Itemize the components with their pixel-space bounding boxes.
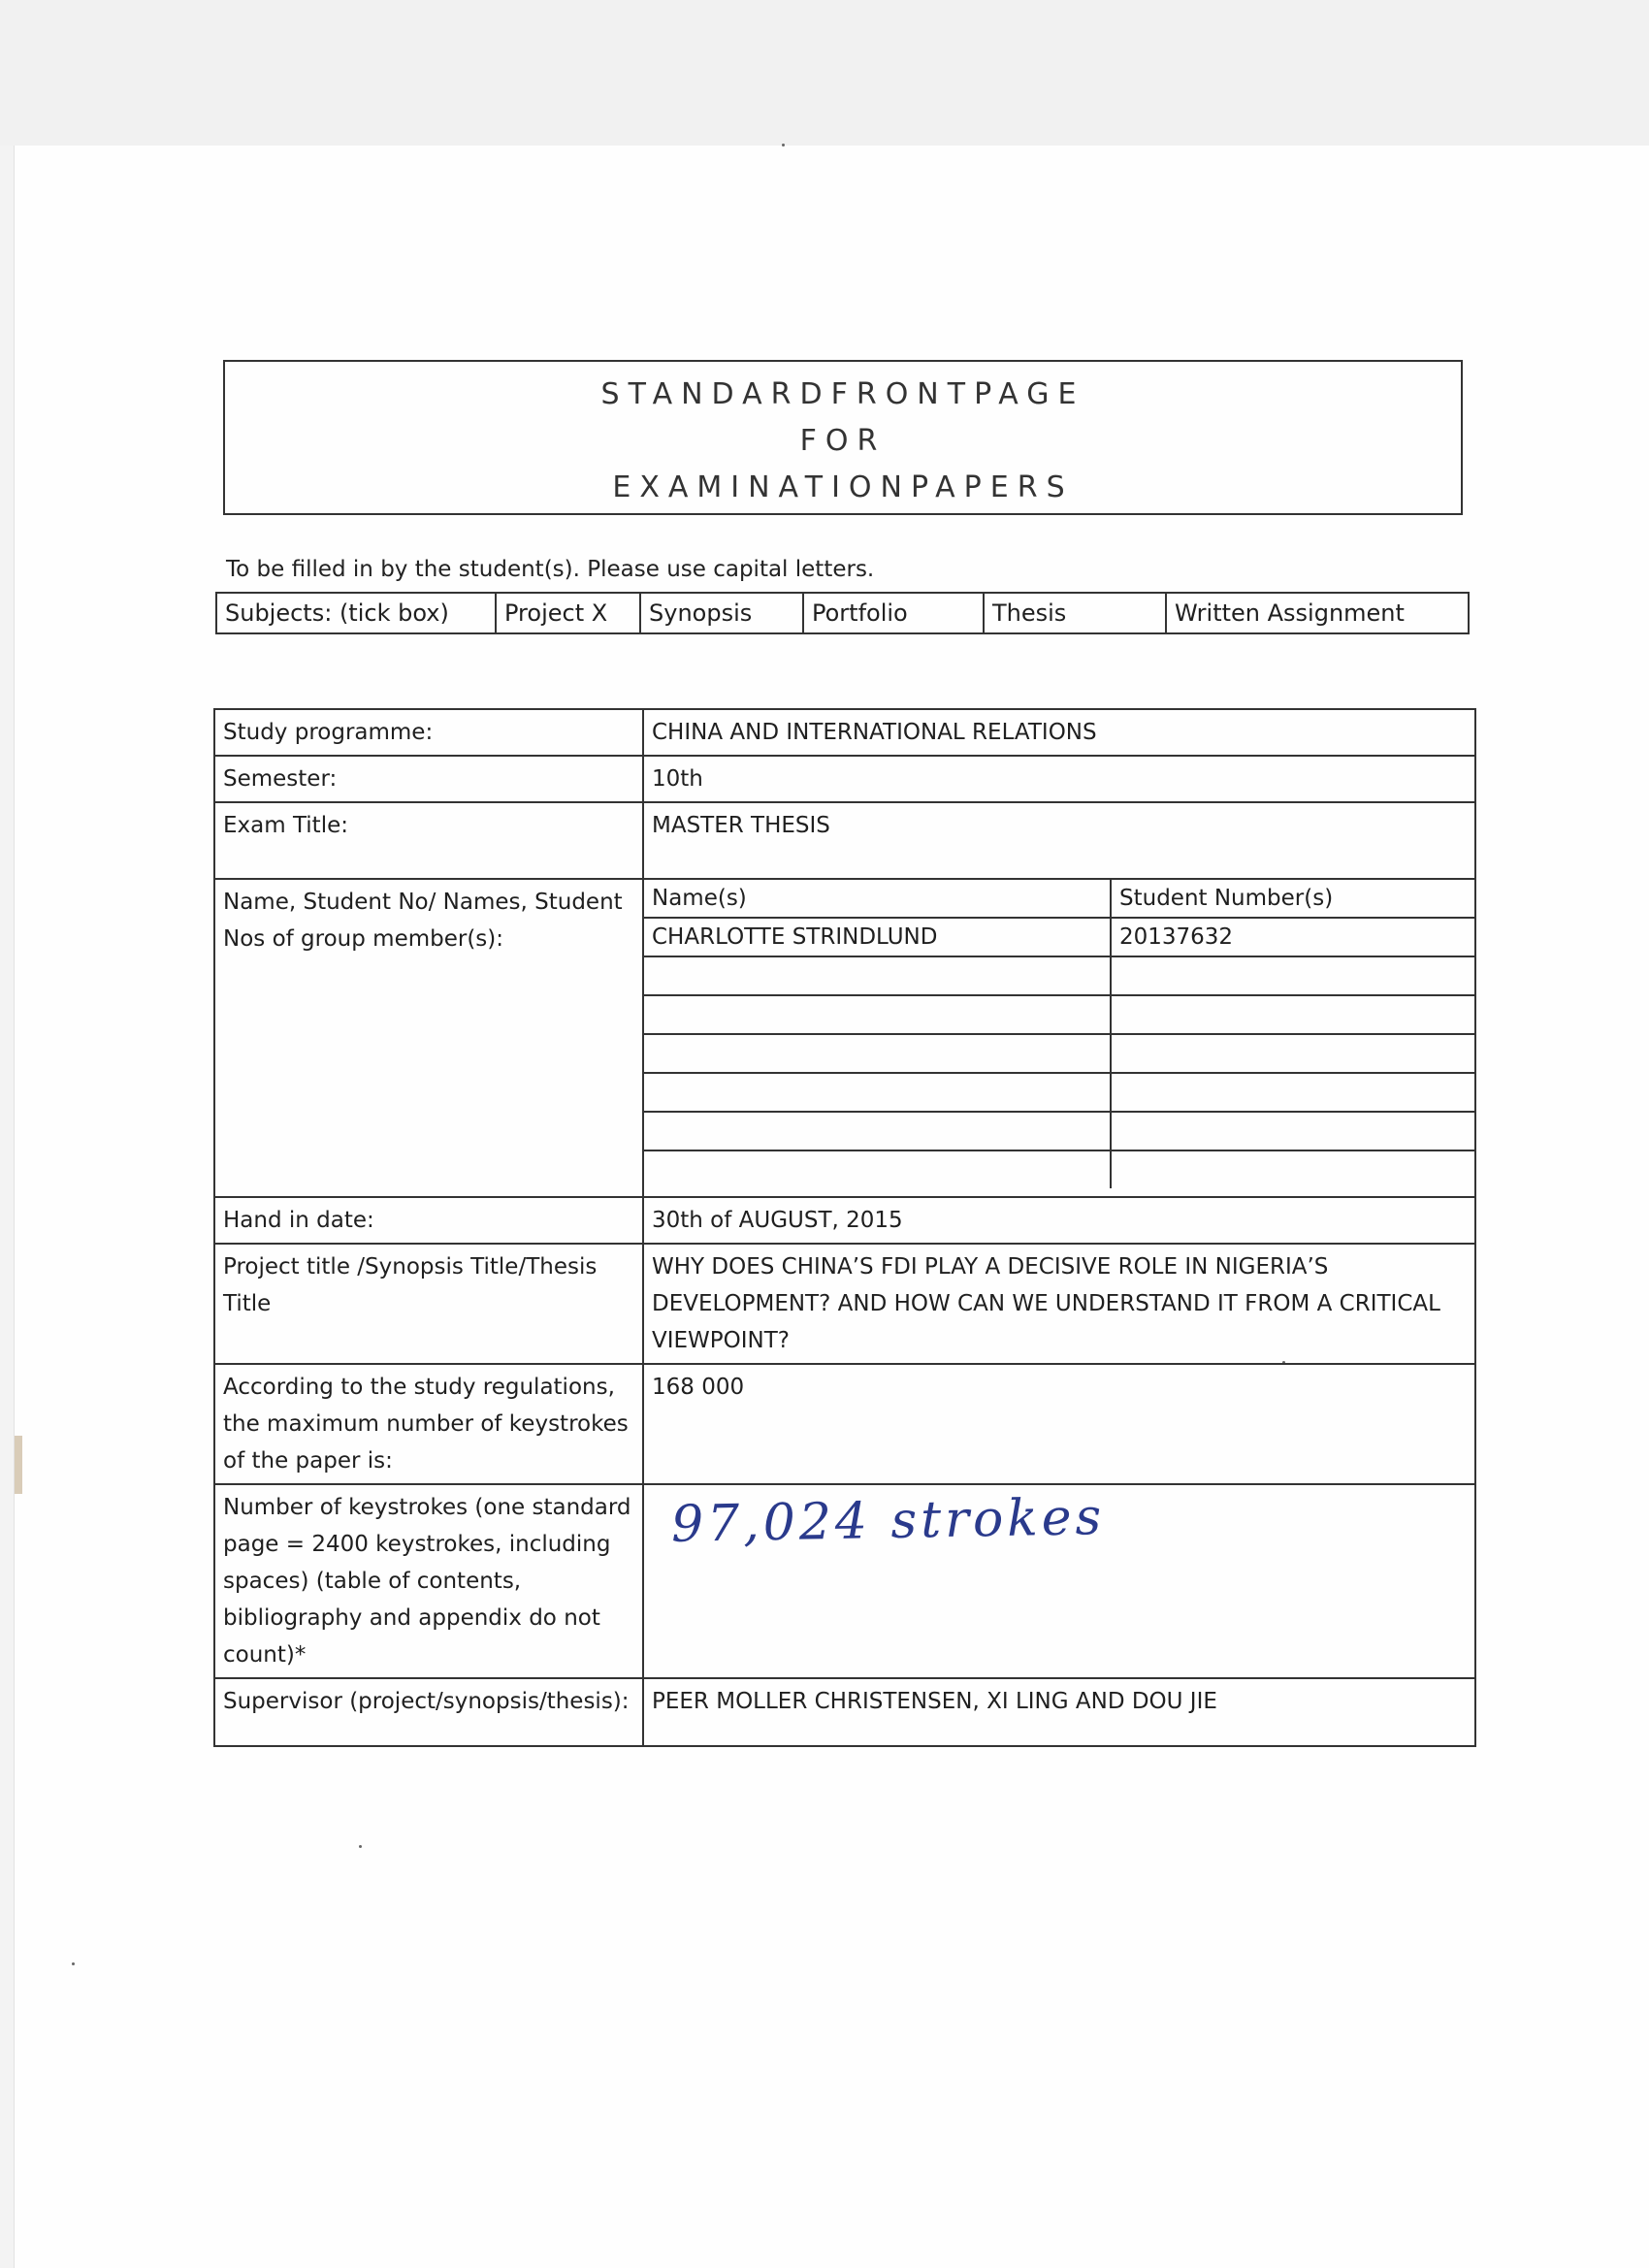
num-keystrokes-cell[interactable] <box>643 1484 1475 1678</box>
empty-name-cell[interactable] <box>644 1034 1111 1073</box>
num-keystrokes-label: Number of keystrokes (one standard page = 2400 keystrokes, including spaces) (table of contents, bibliography and appendix do not count)* <box>214 1484 643 1678</box>
empty-number-cell[interactable] <box>1111 1150 1474 1188</box>
max-keystrokes-label: According to the study regulations, the maximum number of keystrokes of the paper is: <box>214 1364 643 1484</box>
header-line-1: STANDARDFRONTPAGE <box>600 377 1085 411</box>
scan-edge-mark <box>15 1436 22 1494</box>
study-programme-label: Study programme: <box>214 709 643 756</box>
max-keystrokes-value[interactable]: 168 000 <box>643 1364 1475 1484</box>
student-number[interactable]: 20137632 <box>1111 918 1474 956</box>
project-title-value[interactable]: WHY DOES CHINA’S FDI PLAY A DECISIVE ROLE IN NIGERIA’S DEVELOPMENT? AND HOW CAN WE UNDERSTAND IT FROM A CRITICAL VIEWPOINT? <box>643 1244 1475 1364</box>
front-page-header <box>223 360 1463 515</box>
student-name[interactable]: CHARLOTTE STRINDLUND <box>644 918 1111 956</box>
subject-project[interactable]: Project X <box>496 593 640 633</box>
scan-speck <box>359 1845 362 1848</box>
supervisor-value[interactable]: PEER MOLLER CHRISTENSEN, XI LING AND DOU JIE <box>643 1678 1475 1746</box>
subject-written-assignment[interactable]: Written Assignment <box>1166 593 1469 633</box>
exam-title-label: Exam Title: <box>214 802 643 879</box>
names-grid-cell <box>643 879 1475 1197</box>
instruction-text: To be filled in by the student(s). Please use capital letters. <box>226 557 875 582</box>
empty-name-cell[interactable] <box>644 1150 1111 1188</box>
empty-number-cell[interactable] <box>1111 1034 1474 1073</box>
semester-label: Semester: <box>214 756 643 802</box>
subjects-row <box>215 592 1470 634</box>
project-title-label: Project title /Synopsis Title/Thesis Title <box>214 1244 643 1364</box>
subject-thesis[interactable]: Thesis <box>984 593 1166 633</box>
study-programme-value[interactable]: CHINA AND INTERNATIONAL RELATIONS <box>643 709 1475 756</box>
names-column-header: Name(s) <box>644 880 1111 918</box>
supervisor-label: Supervisor (project/synopsis/thesis): <box>214 1678 643 1746</box>
scan-speck <box>72 1962 75 1965</box>
semester-value[interactable]: 10th <box>643 756 1475 802</box>
scan-speck <box>782 144 785 146</box>
header-line-3: EXAMINATIONPAPERS <box>612 470 1074 504</box>
handwritten-keystrokes: 97,024 strokes <box>670 1488 1106 1554</box>
hand-in-date-label: Hand in date: <box>214 1197 643 1244</box>
empty-name-cell[interactable] <box>644 956 1111 995</box>
subject-portfolio[interactable]: Portfolio <box>803 593 984 633</box>
empty-number-cell[interactable] <box>1111 1073 1474 1112</box>
empty-name-cell[interactable] <box>644 1112 1111 1150</box>
names-grid <box>644 880 1474 1188</box>
empty-name-cell[interactable] <box>644 995 1111 1034</box>
scan-top-margin <box>0 0 1649 146</box>
empty-number-cell[interactable] <box>1111 956 1474 995</box>
empty-name-cell[interactable] <box>644 1073 1111 1112</box>
subjects-label: Subjects: (tick box) <box>216 593 496 633</box>
exam-form-table <box>213 708 1476 1747</box>
hand-in-date-value[interactable]: 30th of AUGUST, 2015 <box>643 1197 1475 1244</box>
header-line-2: FOR <box>799 424 887 458</box>
empty-number-cell[interactable] <box>1111 1112 1474 1150</box>
empty-number-cell[interactable] <box>1111 995 1474 1034</box>
numbers-column-header: Student Number(s) <box>1111 880 1474 918</box>
exam-title-value[interactable]: MASTER THESIS <box>643 802 1475 879</box>
subject-synopsis[interactable]: Synopsis <box>640 593 803 633</box>
names-label: Name, Student No/ Names, Student Nos of group member(s): <box>214 879 643 1197</box>
